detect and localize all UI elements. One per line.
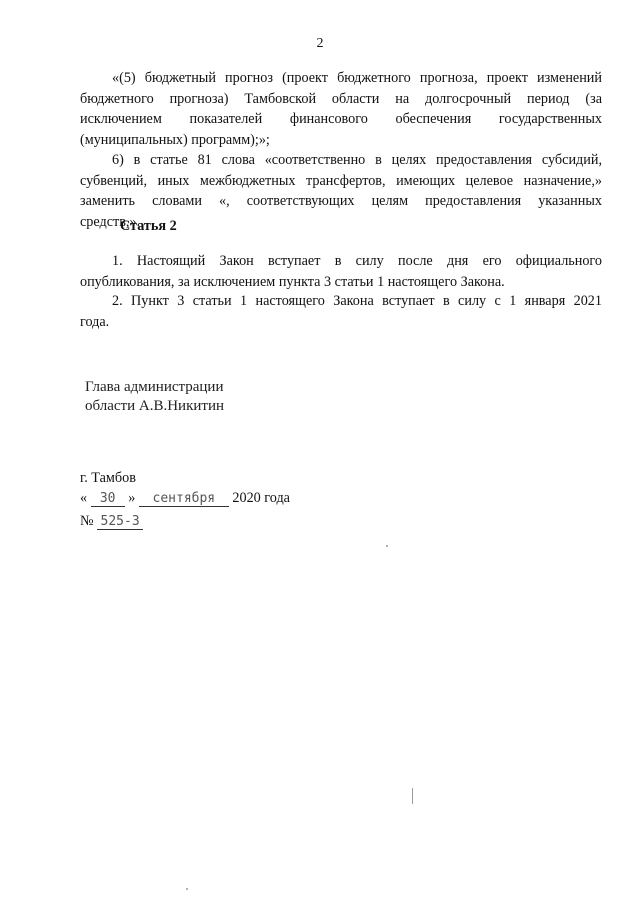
signature-block — [85, 378, 224, 415]
date-month: сентября — [139, 491, 229, 507]
signatory-title: Глава администрации — [85, 379, 224, 395]
scan-speck — [412, 788, 413, 804]
text-line: 1. Настоящий Закон вступает в силу после дня его официального — [112, 253, 602, 269]
paragraph-entry-into-force — [80, 251, 602, 292]
text-line: 6) в статье 81 слова «соответственно в целях предоставления субсидий, — [112, 152, 602, 168]
text-line: «(5) бюджетный прогноз (проект бюджетного прогноза, проект изменений — [112, 70, 602, 86]
scan-speck — [386, 545, 388, 547]
text-line: года. — [80, 313, 110, 330]
text-line: опубликования, за исключением пункта 3 статьи 1 настоящего Закона. — [80, 273, 505, 290]
signatory-name: области А.В.Никитин — [85, 397, 225, 414]
signing-date — [80, 490, 290, 507]
quote-close: » — [128, 490, 136, 506]
paragraph-effective-date — [80, 291, 602, 332]
text-line: субвенций, иных межбюджетных трансфертов, имеющих целевое назначение,» — [80, 172, 602, 189]
text-line: заменить словами «, соответствующих целям предоставления указанных — [80, 193, 602, 209]
quote-open: « — [80, 490, 88, 506]
date-year: 2020 года — [232, 490, 290, 506]
article-heading: Статья 2 — [120, 218, 177, 234]
text-line: исключением показателей финансового обеспечения государственных — [80, 111, 602, 127]
scan-speck — [186, 888, 188, 890]
place-of-signing: г. Тамбов — [80, 470, 136, 486]
page-number: 2 — [316, 36, 324, 51]
law-number — [80, 513, 143, 530]
text-line: (муниципальных) программ);»; — [80, 131, 270, 148]
number-value: 525-З — [97, 514, 143, 530]
text-line: бюджетного прогноза) Тамбовской области на долгосрочный период (за — [80, 90, 602, 107]
number-sign: № — [80, 513, 94, 529]
date-day: 30 — [91, 491, 125, 507]
text-line: 2. Пункт 3 статьи 1 настоящего Закона вступает в силу с 1 января 2021 — [112, 293, 602, 309]
text-line: средств,». — [80, 213, 141, 230]
paragraph-budget-forecast — [80, 68, 602, 150]
